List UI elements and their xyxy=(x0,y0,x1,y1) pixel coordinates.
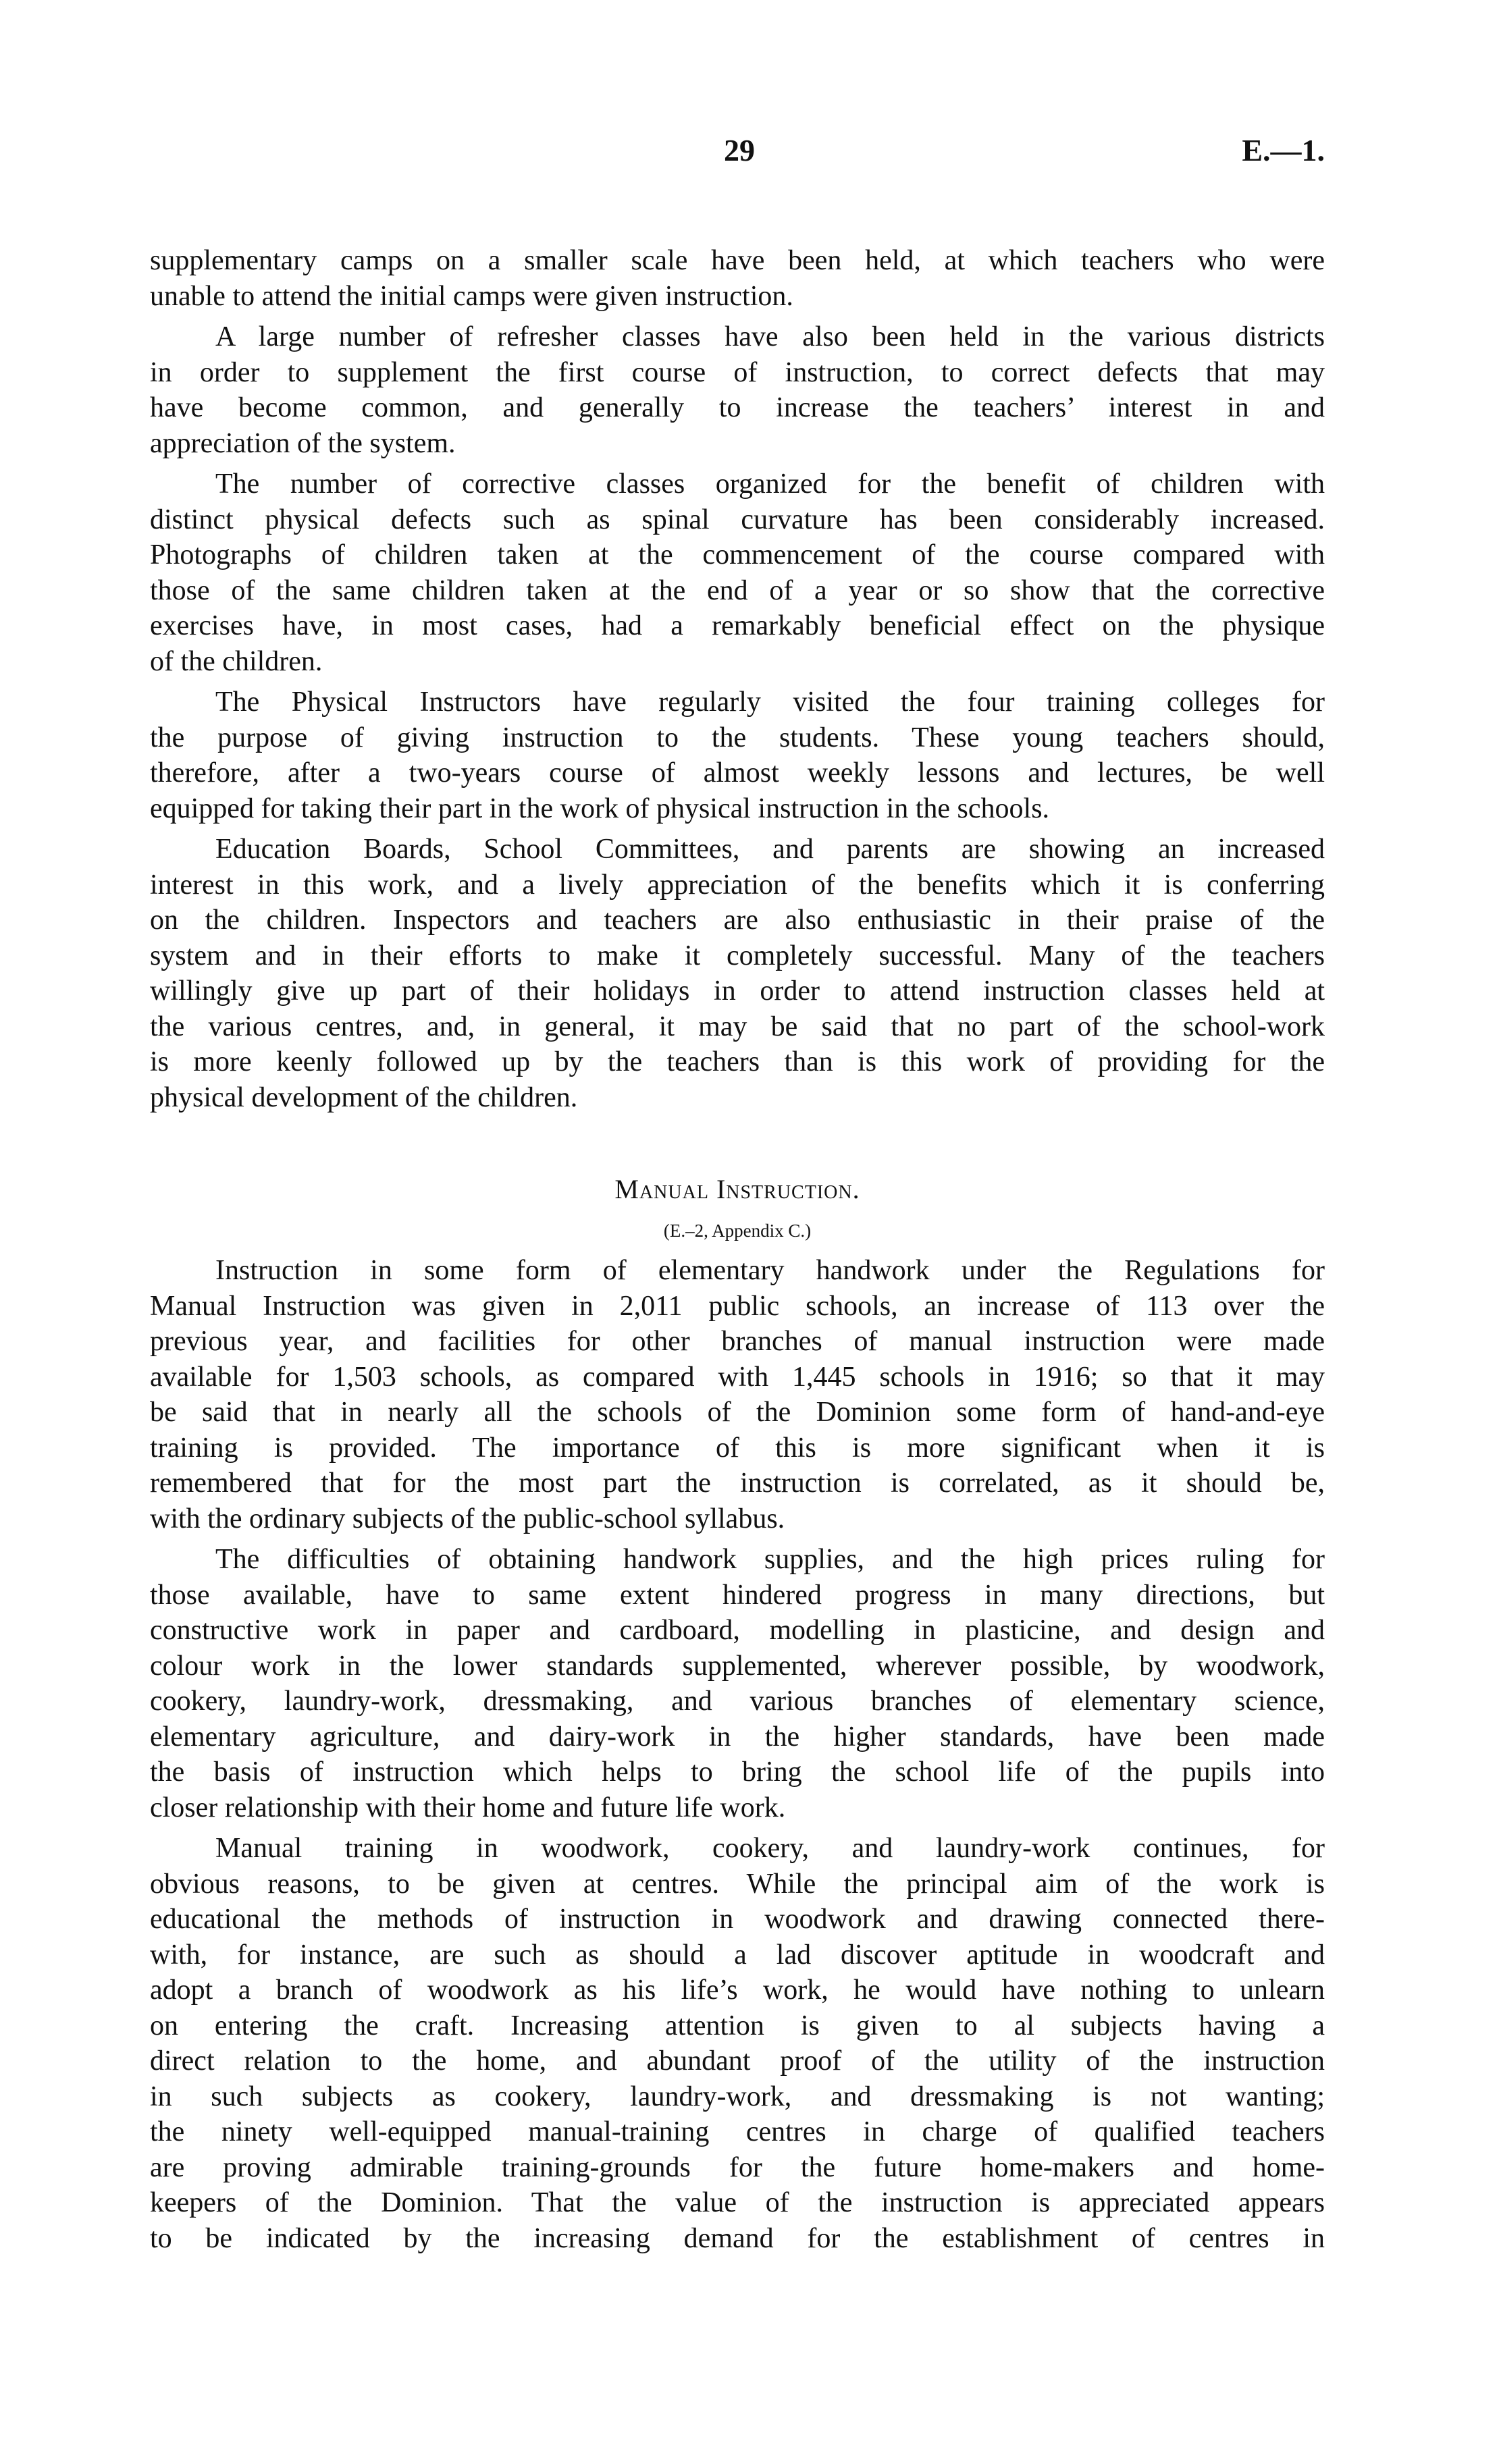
text-line: elementary agriculture, and dairy-work in the higher standards, have been made xyxy=(150,1721,1325,1752)
document-body xyxy=(150,243,1325,2261)
text-line: previous year, and facilities for other branches of manual instruction were made xyxy=(150,1326,1325,1357)
text-line: exercises have, in most cases, had a remarkably beneficial effect on the physique xyxy=(150,610,1325,641)
text-line: on the children. Inspectors and teachers are also enthusiastic in their praise of the xyxy=(150,905,1325,936)
text-line: The Physical Instructors have regularly visited the four training colleges for xyxy=(215,687,1325,718)
text-line: are proving admirable training-grounds for the future home-makers and home- xyxy=(150,2151,1325,2183)
text-line: A large number of refresher classes have also been held in the various districts xyxy=(215,321,1325,352)
paragraph xyxy=(150,466,1325,679)
section-manual-instruction xyxy=(150,1169,1325,2256)
text-line: physical development of the children. xyxy=(150,1081,578,1113)
text-line: to be indicated by the increasing demand for the establishment of centres in xyxy=(150,2222,1325,2254)
text-line: training is provided. The importance of this is more significant when it is xyxy=(150,1432,1325,1464)
text-line: constructive work in paper and cardboard, modelling in plasticine, and design and xyxy=(150,1615,1325,1646)
text-line: educational the methods of instruction in woodwork and drawing connected there- xyxy=(150,1904,1325,1935)
text-line: those of the same children taken at the end of a year or so show that the corrective xyxy=(150,574,1325,606)
text-line: willingly give up part of their holidays in order to attend instruction classes held at xyxy=(150,975,1325,1007)
text-line: The difficulties of obtaining handwork supplies, and the high prices ruling for xyxy=(215,1544,1325,1575)
text-line: cookery, laundry-work, dressmaking, and various branches of elementary science, xyxy=(150,1686,1325,1717)
text-line: system and in their efforts to make it completely successful. Many of the teachers xyxy=(150,940,1325,971)
text-line: remembered that for the most part the instruction is correlated, as it should be, xyxy=(150,1468,1325,1499)
paragraph xyxy=(150,832,1325,1115)
text-line: is more keenly followed up by the teachers than is this work of providing for the xyxy=(150,1046,1325,1077)
text-line: the purpose of giving instruction to the students. These young teachers should, xyxy=(150,722,1325,753)
text-line: of the children. xyxy=(150,645,323,677)
text-line: in such subjects as cookery, laundry-work, and dressmaking is not wanting; xyxy=(150,2081,1325,2112)
text-line: Education Boards, School Committees, and parents are showing an increased xyxy=(215,834,1325,865)
text-line: keepers of the Dominion. That the value of the instruction is appreciated appears xyxy=(150,2187,1325,2218)
section-paragraphs xyxy=(150,1253,1325,2256)
text-line: Photographs of children taken at the commencement of the course compared with xyxy=(150,539,1325,570)
paragraph xyxy=(150,685,1325,826)
section-physical-instruction xyxy=(150,243,1325,1115)
text-line: therefore, after a two-years course of almost weekly lessons and lectures, be well xyxy=(150,757,1325,788)
text-line: obvious reasons, to be given at centres. While the principal aim of the work is xyxy=(150,1868,1325,1900)
text-line: those available, have to same extent hindered progress in many directions, but xyxy=(150,1579,1325,1611)
text-line: colour work in the lower standards supplemented, wherever possible, by woodwork, xyxy=(150,1650,1325,1682)
paragraph xyxy=(150,1542,1325,1825)
text-line: with the ordinary subjects of the public-school syllabus. xyxy=(150,1503,785,1534)
text-line: with, for instance, are such as should a lad discover aptitude in woodcraft and xyxy=(150,1939,1325,1971)
text-line: have become common, and generally to increase the teachers’ interest in and xyxy=(150,392,1325,423)
text-line: the basis of instruction which helps to bring the school life of the pupils into xyxy=(150,1757,1325,1788)
text-line: appreciation of the system. xyxy=(150,427,456,459)
paragraph xyxy=(150,319,1325,461)
text-line: distinct physical defects such as spinal curvature has been considerably increased. xyxy=(150,504,1325,535)
text-line: the various centres, and, in general, it may be said that no part of the school-work xyxy=(150,1011,1325,1042)
text-line: unable to attend the initial camps were given instruction. xyxy=(150,280,793,312)
section-heading: Manual Instruction. xyxy=(614,1174,860,1204)
paragraph xyxy=(150,1253,1325,1536)
text-line: in order to supplement the first course of instruction, to correct defects that may xyxy=(150,356,1325,388)
series-reference: E.—1. xyxy=(1242,133,1325,167)
text-line: Manual Instruction was given in 2,011 public schools, an increase of 113 over the xyxy=(150,1290,1325,1322)
text-line: the ninety well-equipped manual-training centres in charge of qualified teachers xyxy=(150,2116,1325,2147)
paragraph xyxy=(150,243,1325,314)
paragraph xyxy=(150,1831,1325,2256)
text-line: be said that in nearly all the schools of the Dominion some form of hand-and-eye xyxy=(150,1397,1325,1428)
text-line: adopt a branch of woodwork as his life’s work, he would have nothing to unlearn xyxy=(150,1975,1325,2006)
text-line: closer relationship with their home and future life work. xyxy=(150,1792,786,1823)
text-line: The number of corrective classes organized for the benefit of children with xyxy=(215,468,1325,500)
text-line: Instruction in some form of elementary handwork under the Regulations for xyxy=(215,1255,1325,1286)
text-line: interest in this work, and a lively appreciation of the benefits which it is conferring xyxy=(150,869,1325,901)
text-line: equipped for taking their part in the work of physical instruction in the schools. xyxy=(150,793,1050,824)
section-subheading: (E.–2, Appendix C.) xyxy=(663,1221,812,1241)
text-line: Manual training in woodwork, cookery, and laundry-work continues, for xyxy=(215,1833,1325,1864)
text-line: available for 1,503 schools, as compared with 1,445 schools in 1916; so that it may xyxy=(150,1361,1325,1393)
text-line: supplementary camps on a smaller scale have been held, at which teachers who were xyxy=(150,245,1325,276)
text-line: direct relation to the home, and abundant proof of the utility of the instruction xyxy=(150,2045,1325,2077)
page-number: 29 xyxy=(724,133,755,167)
text-line: on entering the craft. Increasing attention is given to al subjects having a xyxy=(150,2010,1325,2041)
